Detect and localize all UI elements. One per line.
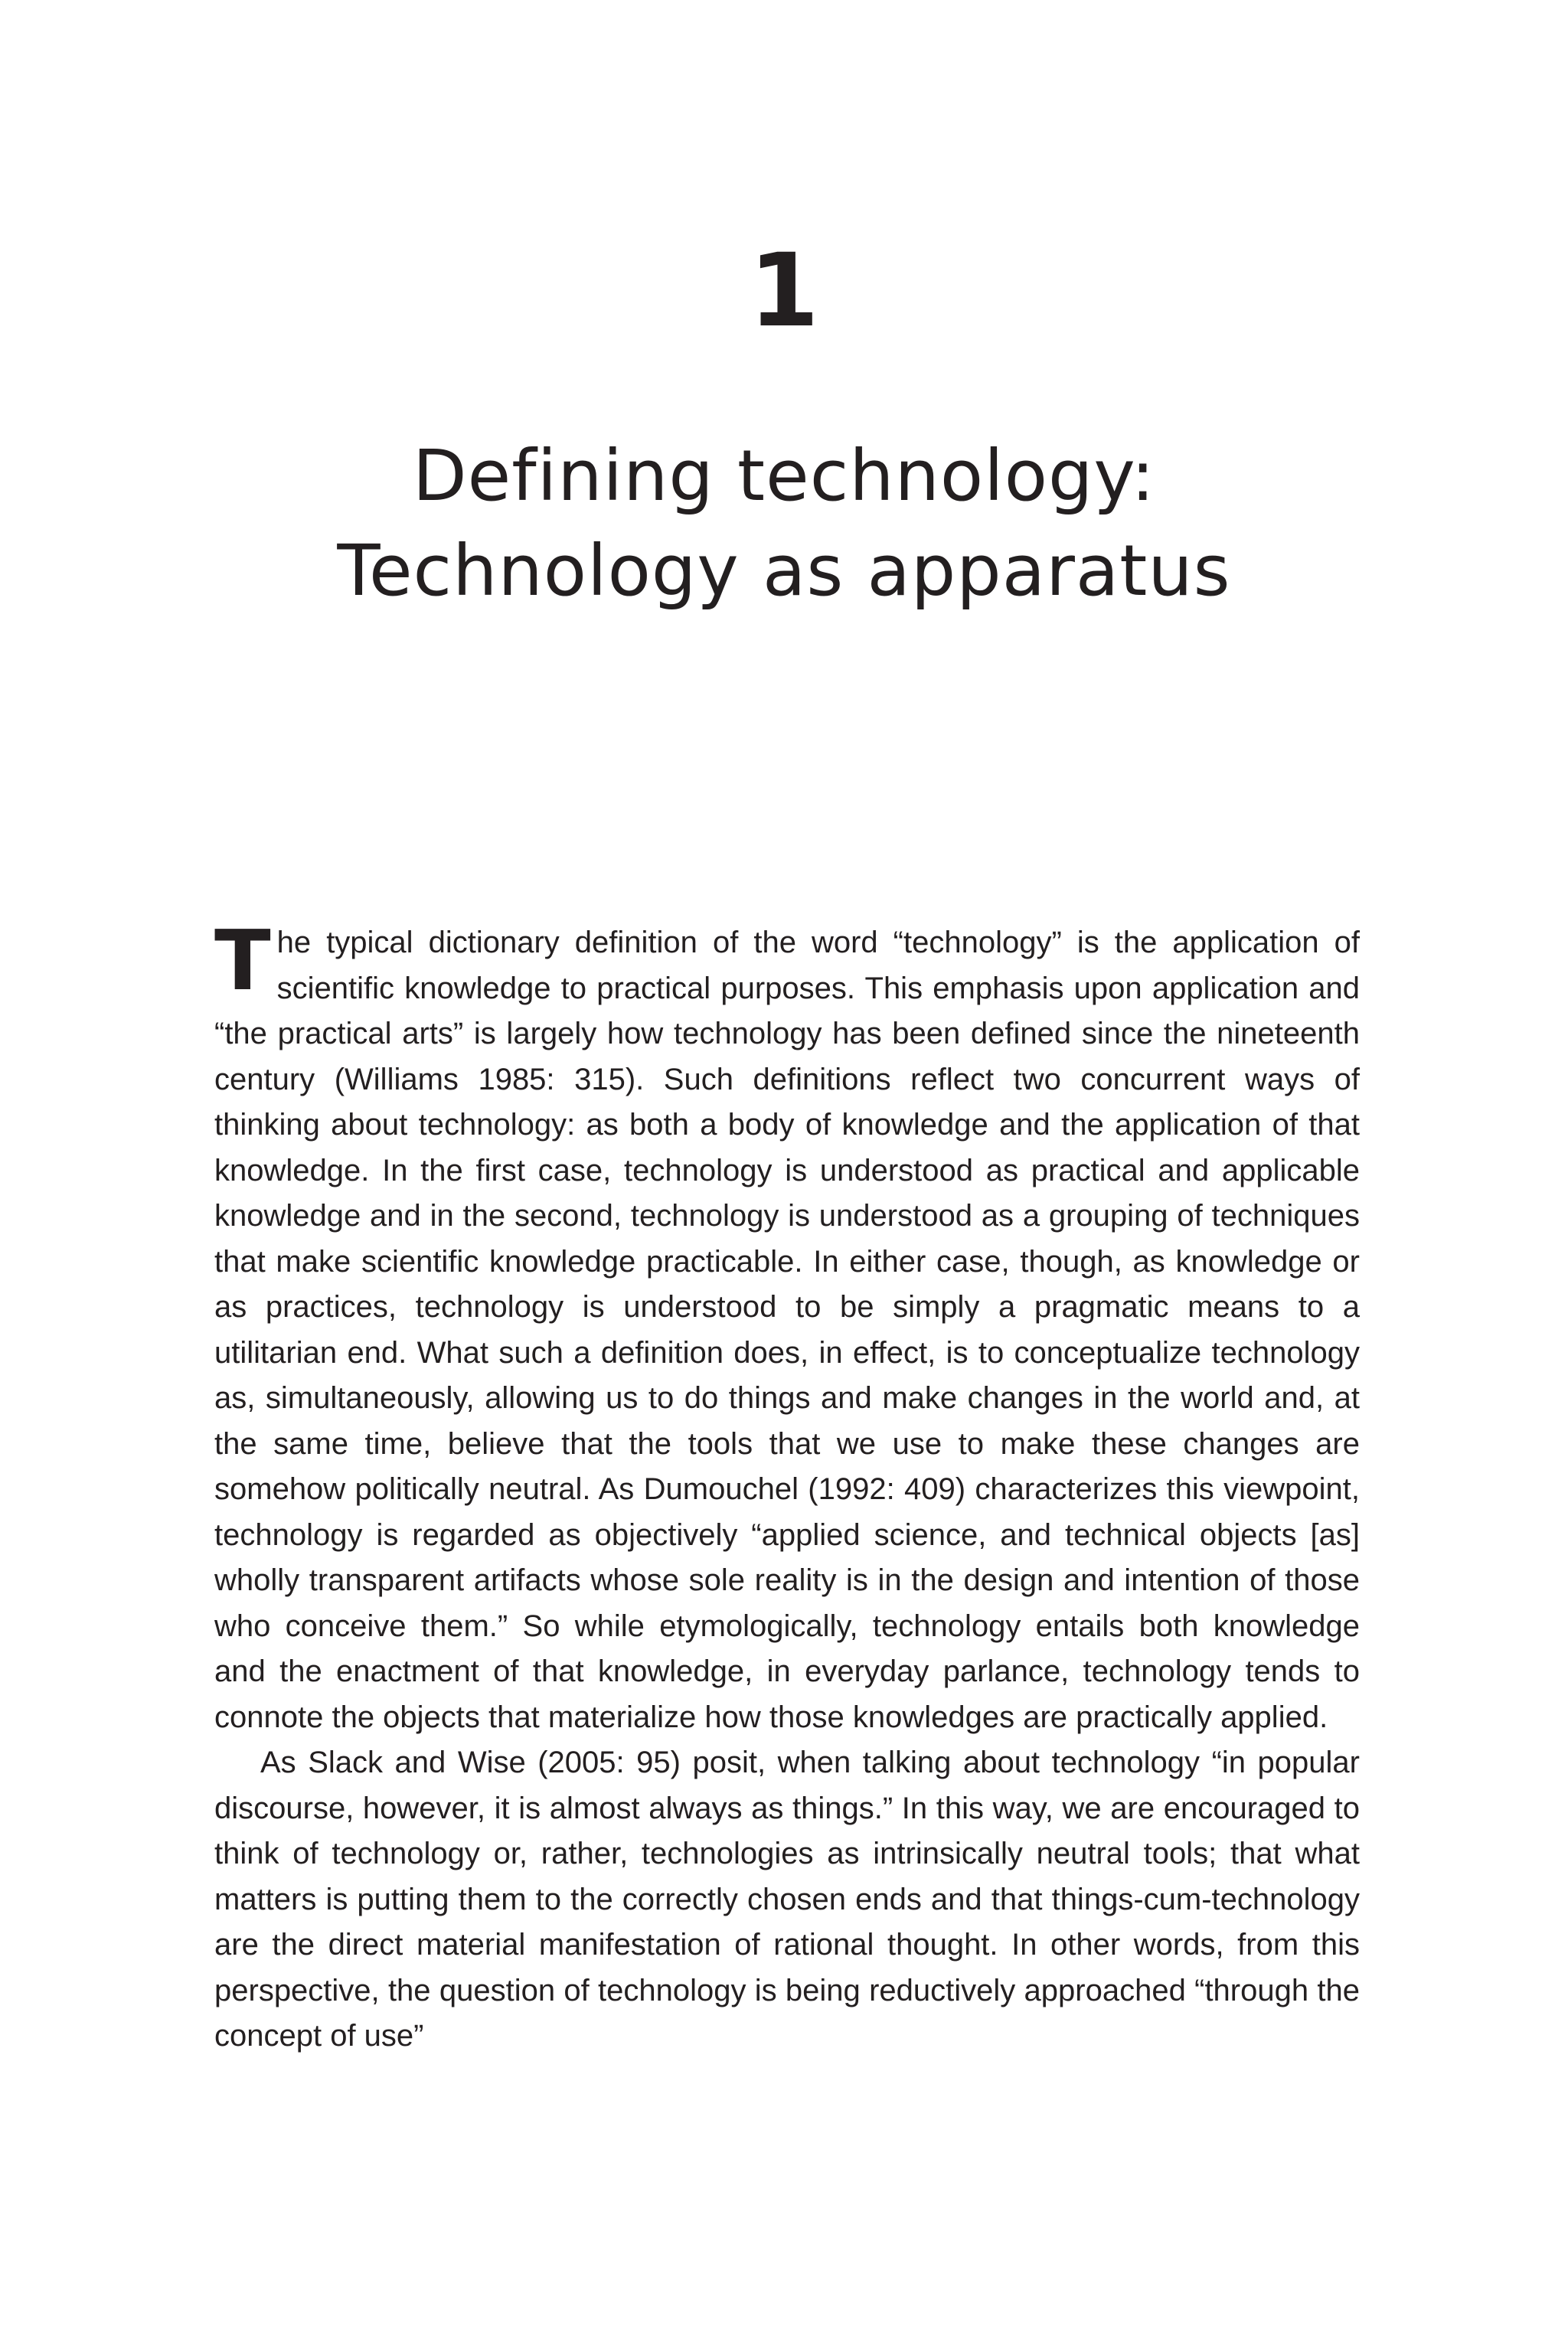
chapter-title-line-1: Defining technology: [412,435,1156,517]
drop-cap: T [214,913,271,1009]
chapter-title-line-2: Technology as apparatus [337,530,1231,612]
chapter-title [0,429,1568,619]
paragraph-1-text: he typical dictionary definition of the word “technology” is the application of scientific knowledge to practical purposes. This emphasis upon application and “the practical arts” is largely how technology has been defined since the nineteenth century (Williams 1985: 315). Such definitions reflect two concurrent ways of thinking about technology: as both a body of knowledge and the application of that knowledge. In the first case, technology is understood as practical and applicable knowledge and in the second, technology is understood as a grouping of techniques that make scientific knowledge practicable. In either case, though, as knowledge or as practices, technology is understood to be simply a pragmatic means to a utilitarian end. What such a definition does, in effect, is to conceptualize technology as, simultaneously, allowing us to do things and make changes in the world and, at the same time, believe that the tools that we use to make these changes are somehow politically neutral. As Dumouchel (1992: 409) characterizes this viewpoint, technology is regarded as objectively “applied science, and technical objects [as] wholly transparent artifacts whose sole reality is in the design and intention of those who conceive them.” So while etymologically, technology entails both knowledge and the enactment of that knowledge, in everyday parlance, technology tends to connote the objects that materialize how those knowledges are practically applied. [214,926,1360,1734]
body-text [214,913,1360,2060]
paragraph-2: As Slack and Wise (2005: 95) posit, when talking about technology “in popular discourse, however, it is almost always as things.” In this way, we are encouraged to think of technology or, rather, technologies as intrinsically neutral tools; that what matters is putting them to the correctly chosen ends and that things-cum-technology are the direct material manifestation of rational thought. In other words, from this perspective, the question of technology is being reductively approached “through the concept of use” [214,1746,1360,2053]
paragraph-1 [214,913,1360,1740]
chapter-number: 1 [749,232,819,350]
